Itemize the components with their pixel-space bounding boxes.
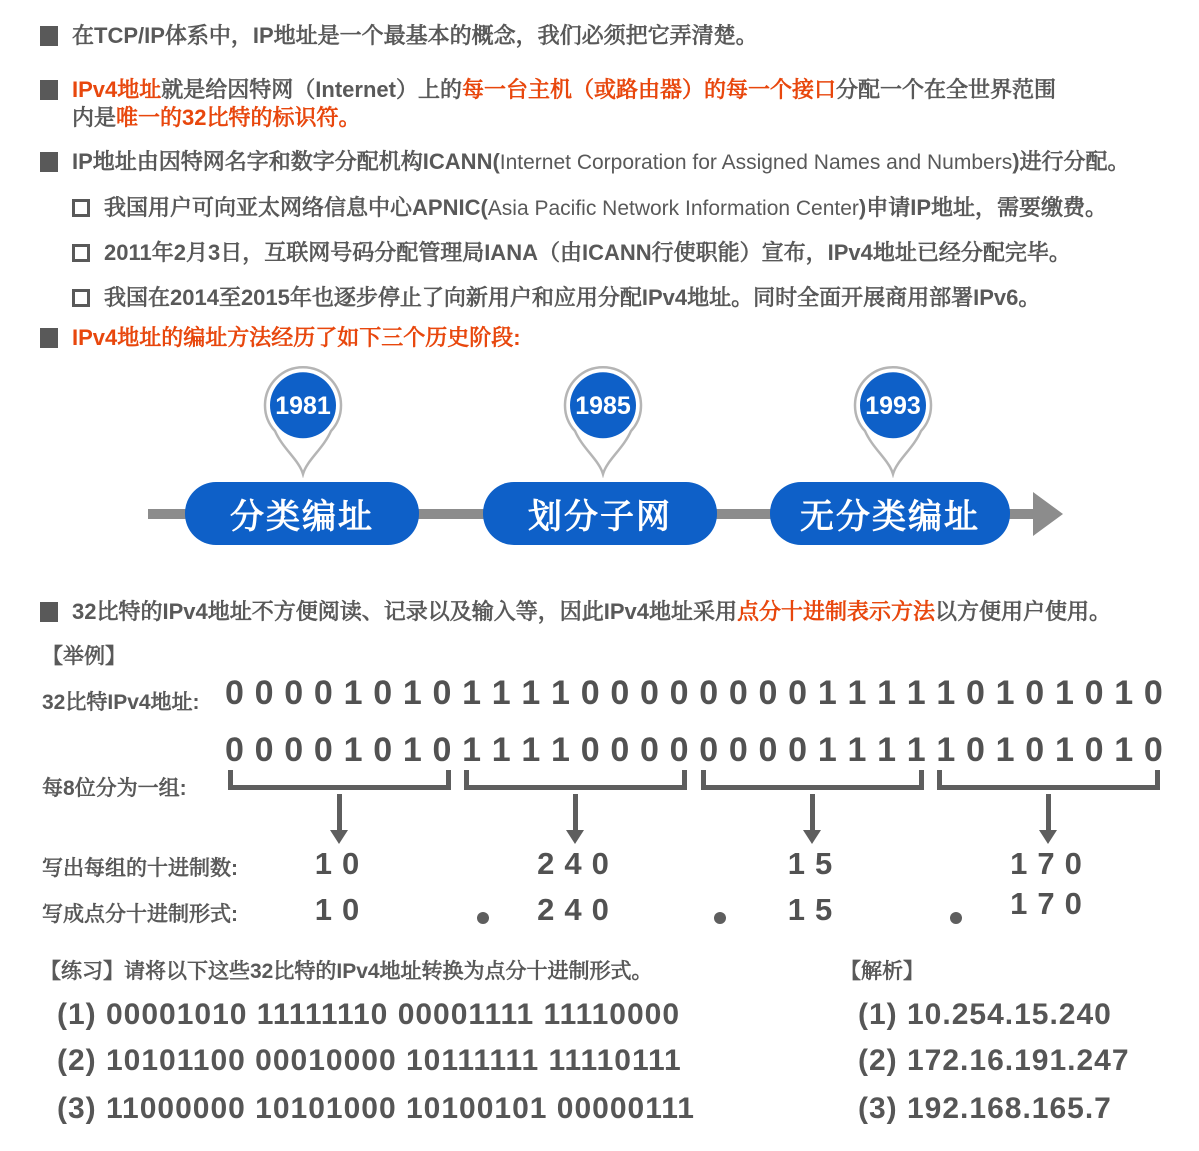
bit-digit: 0 — [225, 731, 244, 769]
group-bracket — [464, 770, 687, 790]
answer-title: 【解析】 — [840, 960, 924, 983]
dotted-value: 10 — [314, 892, 370, 927]
year-label: 1981 — [275, 392, 331, 420]
bit-digit: 1 — [462, 674, 482, 712]
highlight-dotted-decimal: 点分十进制表示方法 — [737, 599, 936, 624]
bullet-dotted-decimal-text — [72, 598, 1111, 626]
bit-digit: 1 — [491, 674, 511, 712]
down-arrow-icon — [573, 794, 578, 830]
bit-digit: 0 — [580, 674, 600, 712]
practice-question: (2) 10101100 00010000 10111111 11110111 — [57, 1044, 682, 1077]
bit-digit: 1 — [1114, 731, 1134, 769]
group-bracket — [228, 770, 451, 790]
bit-digit: 1 — [521, 674, 541, 712]
decimal-row-label: 写出每组的十进制数: — [42, 857, 238, 880]
binary-conversion-diagram — [42, 676, 1182, 952]
text-segment: 分配一个在全世界范围 — [835, 77, 1056, 102]
group-bracket — [937, 770, 1160, 790]
bit-digit: 0 — [639, 731, 659, 769]
text-segment: 就是给因特网（Internet）上的 — [161, 77, 462, 102]
bullet-ipv4-definition — [40, 76, 1056, 132]
text-segment: )申请IP地址，需要缴费。 — [858, 195, 1108, 220]
text-segment: 内是 — [72, 105, 117, 130]
binary-row1-label: 32比特IPv4地址: — [42, 691, 200, 714]
bit-digit: 0 — [966, 674, 985, 712]
bit-digit: 0 — [1143, 731, 1163, 769]
bit-digit: 1 — [491, 731, 511, 769]
dotted-value: 240 — [537, 892, 619, 927]
timeline-pin-1985 — [558, 366, 648, 478]
text-segment: 以方便用户使用。 — [935, 599, 1112, 624]
bit-digit: 1 — [995, 674, 1015, 712]
text-segment: )进行分配。 — [1012, 149, 1130, 174]
bit-digit: 1 — [995, 731, 1015, 769]
year-label: 1993 — [865, 392, 921, 420]
binary-row-2 — [225, 733, 1163, 767]
dotted-row-label: 写成点分十进制形式: — [42, 903, 238, 926]
bit-digit: 0 — [639, 674, 659, 712]
bit-digit: 0 — [788, 731, 808, 769]
bit-digit: 1 — [551, 731, 570, 769]
timeline-pin-1993 — [848, 366, 938, 478]
stage-pill-classless: 无分类编址 — [770, 482, 1010, 545]
bit-digit: 0 — [699, 731, 719, 769]
ipv4-definition-line2 — [72, 104, 1056, 132]
practice-answer: (2) 172.16.191.247 — [858, 1044, 1130, 1077]
bit-digit: 1 — [817, 674, 837, 712]
timeline-arrow-icon — [1033, 492, 1063, 536]
group-bracket — [701, 770, 924, 790]
bit-digit: 0 — [610, 674, 630, 712]
bit-digit: 1 — [402, 674, 422, 712]
bit-digit: 1 — [343, 674, 363, 712]
highlight-ipv4: IPv4地址 — [72, 77, 162, 102]
bit-digit: 1 — [936, 731, 956, 769]
bit-digit: 1 — [817, 731, 837, 769]
practice-answer: (1) 10.254.15.240 — [858, 998, 1112, 1031]
bullet-square-icon — [40, 328, 58, 348]
down-arrow-head-icon — [1039, 830, 1057, 844]
ipv4-definition-line1 — [72, 76, 1056, 104]
dotted-value: 15 — [787, 892, 843, 927]
bullet-tcpip — [40, 22, 758, 50]
bit-digit: 0 — [788, 674, 808, 712]
decimal-dot-icon — [477, 912, 489, 924]
timeline-diagram — [0, 360, 1199, 570]
bullet-three-stages-text: IPv4地址的编址方法经历了如下三个历史阶段: — [72, 325, 521, 350]
bullet-ipv4-definition-text — [72, 76, 1056, 132]
bullet-hollow-square-icon — [72, 289, 90, 307]
practice-question: (1) 00001010 11111110 00001111 11110000 — [57, 998, 681, 1031]
decimal-value: 15 — [787, 846, 843, 881]
decimal-dot-icon — [950, 912, 962, 924]
bit-digit: 1 — [1114, 674, 1134, 712]
bit-digit: 1 — [877, 731, 897, 769]
bit-digit: 1 — [1054, 731, 1074, 769]
bit-digit: 0 — [610, 731, 630, 769]
bit-digit: 0 — [225, 674, 244, 712]
bit-digit: 1 — [343, 731, 363, 769]
practice-answer: (3) 192.168.165.7 — [858, 1092, 1112, 1125]
text-segment: 32比特的IPv4地址不方便阅读、记录以及输入等，因此IPv4地址采用 — [72, 599, 737, 624]
timeline-pin-1981 — [258, 366, 348, 478]
bit-digit: 1 — [1054, 674, 1074, 712]
text-segment: IP地址由因特网名字和数字分配机构ICANN( — [72, 149, 500, 174]
grouping-label: 每8位分为一组: — [42, 777, 187, 800]
bit-digit: 0 — [373, 731, 393, 769]
subbullet-china-ipv6 — [72, 284, 1040, 312]
bit-digit: 1 — [847, 731, 867, 769]
bit-digit: 0 — [313, 731, 333, 769]
bit-digit: 0 — [699, 674, 719, 712]
decimal-value: 10 — [314, 846, 370, 881]
practice-title: 【练习】请将以下这些32比特的IPv4地址转换为点分十进制形式。 — [40, 960, 653, 983]
down-arrow-icon — [337, 794, 342, 830]
bit-digit: 1 — [906, 674, 926, 712]
decimal-value: 240 — [537, 846, 619, 881]
text-segment: 我国用户可向亚太网络信息中心APNIC( — [104, 195, 488, 220]
bit-digit: 0 — [728, 731, 748, 769]
bit-digit: 0 — [313, 674, 333, 712]
bit-digit: 0 — [373, 674, 393, 712]
bullet-hollow-square-icon — [72, 244, 90, 262]
bullet-three-stages — [40, 324, 521, 352]
bullet-icann-text — [72, 148, 1130, 177]
bit-digit: 0 — [758, 731, 778, 769]
bit-digit: 0 — [1025, 731, 1045, 769]
bit-digit: 1 — [521, 731, 541, 769]
highlight-unique-32bit: 唯一的32比特的标识符。 — [116, 105, 361, 130]
subbullet-apnic — [72, 194, 1107, 223]
subbullet-china-ipv6-text: 我国在2014至2015年也逐步停止了向新用户和应用分配IPv4地址。同时全面开展商用部署IPv6。 — [104, 285, 1041, 310]
dotted-value: 170 — [1010, 886, 1092, 921]
subbullet-iana — [72, 239, 1071, 267]
decimal-value: 170 — [1010, 846, 1092, 881]
bit-digit: 0 — [758, 674, 778, 712]
bit-digit: 1 — [402, 731, 422, 769]
bullet-tcpip-text: 在TCP/IP体系中，IP地址是一个最基本的概念，我们必须把它弄清楚。 — [72, 23, 758, 48]
bit-digit: 1 — [847, 674, 867, 712]
down-arrow-head-icon — [803, 830, 821, 844]
stage-pill-subnetting: 划分子网 — [483, 482, 717, 545]
bit-digit: 0 — [1084, 731, 1104, 769]
down-arrow-head-icon — [330, 830, 348, 844]
bit-digit: 0 — [580, 731, 600, 769]
bit-digit: 0 — [966, 731, 985, 769]
practice-question: (3) 11000000 10101000 10100101 00000111 — [57, 1092, 695, 1125]
down-arrow-icon — [810, 794, 815, 830]
bit-digit: 0 — [1143, 674, 1163, 712]
bit-digit: 0 — [432, 731, 452, 769]
bit-digit: 0 — [284, 674, 304, 712]
bit-digit: 0 — [728, 674, 748, 712]
year-label: 1985 — [575, 392, 631, 420]
binary-row-1 — [225, 676, 1163, 710]
bit-digit: 1 — [877, 674, 897, 712]
bullet-square-icon — [40, 602, 58, 622]
highlight-host-interface: 每一台主机（或路由器）的每一个接口 — [461, 77, 836, 102]
bit-digit: 1 — [936, 674, 956, 712]
bullet-hollow-square-icon — [72, 199, 90, 217]
bit-digit: 0 — [669, 674, 689, 712]
bit-digit: 0 — [669, 731, 689, 769]
icann-full-name: Internet Corporation for Assigned Names and Numbers — [499, 151, 1013, 174]
bullet-square-icon — [40, 80, 58, 100]
bullet-square-icon — [40, 26, 58, 46]
example-label: 【举例】 — [42, 645, 126, 668]
bit-digit: 0 — [254, 731, 274, 769]
subbullet-iana-text: 2011年2月3日，互联网号码分配管理局IANA（由ICANN行使职能）宣布，IPv4地址已经分配完毕。 — [104, 240, 1071, 265]
bullet-icann — [40, 148, 1130, 177]
decimal-dot-icon — [714, 912, 726, 924]
bit-digit: 0 — [432, 674, 452, 712]
down-arrow-head-icon — [566, 830, 584, 844]
down-arrow-icon — [1046, 794, 1051, 830]
bit-digit: 0 — [1025, 674, 1045, 712]
bit-digit: 1 — [551, 674, 570, 712]
bit-digit: 1 — [906, 731, 926, 769]
bit-digit: 1 — [462, 731, 482, 769]
bit-digit: 0 — [1084, 674, 1104, 712]
bit-digit: 0 — [284, 731, 304, 769]
bullet-dotted-decimal — [40, 598, 1111, 626]
bit-digit: 0 — [254, 674, 274, 712]
apnic-full-name: Asia Pacific Network Information Center — [487, 197, 859, 220]
subbullet-apnic-text — [104, 194, 1107, 223]
bullet-square-icon — [40, 152, 58, 172]
stage-pill-classful: 分类编址 — [185, 482, 419, 545]
